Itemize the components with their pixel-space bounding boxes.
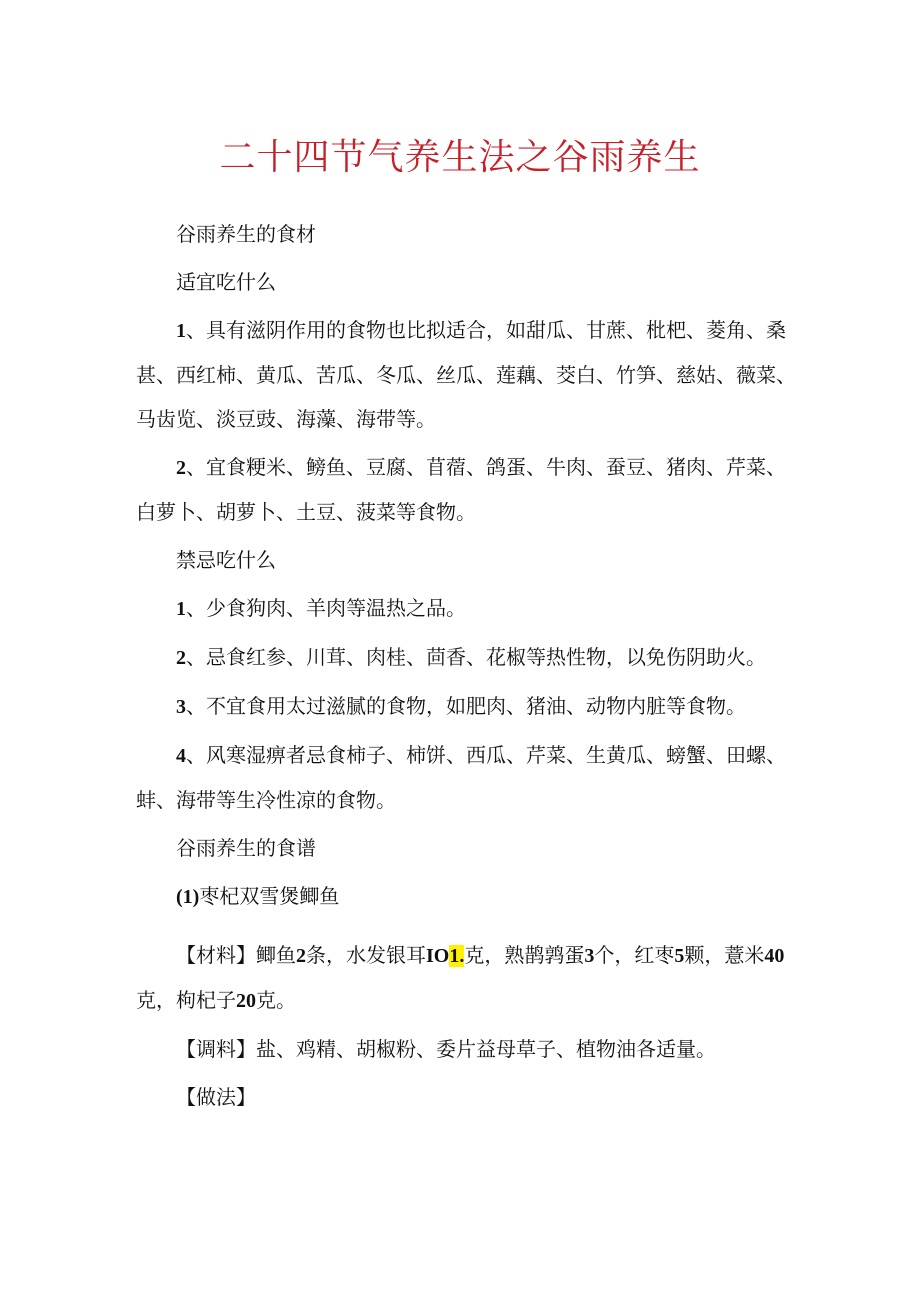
materials-number: 5 xyxy=(674,945,685,967)
recipe-number: (1) xyxy=(176,886,200,908)
avoid-item-1 xyxy=(136,586,796,631)
suitable-heading: 适宜吃什么 xyxy=(176,270,276,294)
materials-text: 颗，薏米 xyxy=(684,943,765,967)
avoid-item-2 xyxy=(136,635,796,680)
recipe-method: 【做法】 xyxy=(176,1085,256,1109)
item-number: 2 xyxy=(176,647,186,669)
materials-text: 克，熟鹊鹑蛋 xyxy=(464,943,585,967)
item-number: 4 xyxy=(176,745,186,767)
item-text: 、具有滋阴作用的食物也比拟适合，如甜瓜、甘蔗、枇杷、菱角、桑甚、西红柿、黄瓜、苦瓜、冬瓜、丝瓜、莲藕、茭白、竹笋、慈姑、薇菜、马齿览、淡豆豉、海藻、海带等。 xyxy=(136,318,796,431)
document-body xyxy=(136,212,796,1119)
materials-number: 2 xyxy=(296,945,306,967)
item-number: 2 xyxy=(176,457,186,479)
recipe-name: 枣杞双雪煲鲫鱼 xyxy=(199,884,340,908)
materials-text: 克。 xyxy=(256,988,296,1012)
materials-text: 【材料】鲫鱼 xyxy=(176,943,296,967)
avoid-item-3 xyxy=(136,684,796,729)
recipe-seasoning: 【调料】盐、鸡精、胡椒粉、委片益母草子、植物油各适量。 xyxy=(176,1037,716,1061)
materials-text: 克，枸杞子 xyxy=(136,988,236,1012)
item-text: 、不宜食用太过滋腻的食物，如肥肉、猪油、动物内脏等食物。 xyxy=(186,694,746,718)
item-text: 、少食狗肉、羊肉等温热之品。 xyxy=(186,596,466,620)
materials-number: 40 xyxy=(764,945,785,967)
recipe-materials xyxy=(136,933,796,1023)
materials-number: 20 xyxy=(236,990,256,1012)
highlighted-number: 1. xyxy=(449,945,465,967)
avoid-heading: 禁忌吃什么 xyxy=(176,548,276,572)
recipe-heading: 谷雨养生的食谱 xyxy=(176,836,316,860)
food-heading: 谷雨养生的食材 xyxy=(176,222,316,246)
recipe-1-title xyxy=(136,874,796,919)
materials-number: IO xyxy=(426,945,450,967)
item-number: 1 xyxy=(176,320,186,342)
materials-text: 条，水发银耳 xyxy=(306,943,426,967)
item-text: 、宜食粳米、鳑鱼、豆腐、苜蓿、鸽蛋、牛肉、蚕豆、猪肉、芹菜、白萝卜、胡萝卜、土豆、菠菜等食物。 xyxy=(136,455,786,524)
item-text: 、风寒湿痹者忌食柿子、柿饼、西瓜、芹菜、生黄瓜、螃蟹、田螺、蚌、海带等生冷性凉的食物。 xyxy=(136,743,786,812)
item-number: 3 xyxy=(176,696,186,718)
materials-text: 个，红枣 xyxy=(594,943,675,967)
item-text: 、忌食红参、川茸、肉桂、茴香、花椒等热性物，以免伤阴助火。 xyxy=(186,645,766,669)
suitable-item-2 xyxy=(136,445,796,534)
suitable-item-1 xyxy=(136,308,796,441)
avoid-item-4 xyxy=(136,733,796,822)
page-title: 二十四节气养生法之谷雨养生 xyxy=(219,137,701,178)
item-number: 1 xyxy=(176,598,186,620)
materials-number: 3 xyxy=(584,945,595,967)
